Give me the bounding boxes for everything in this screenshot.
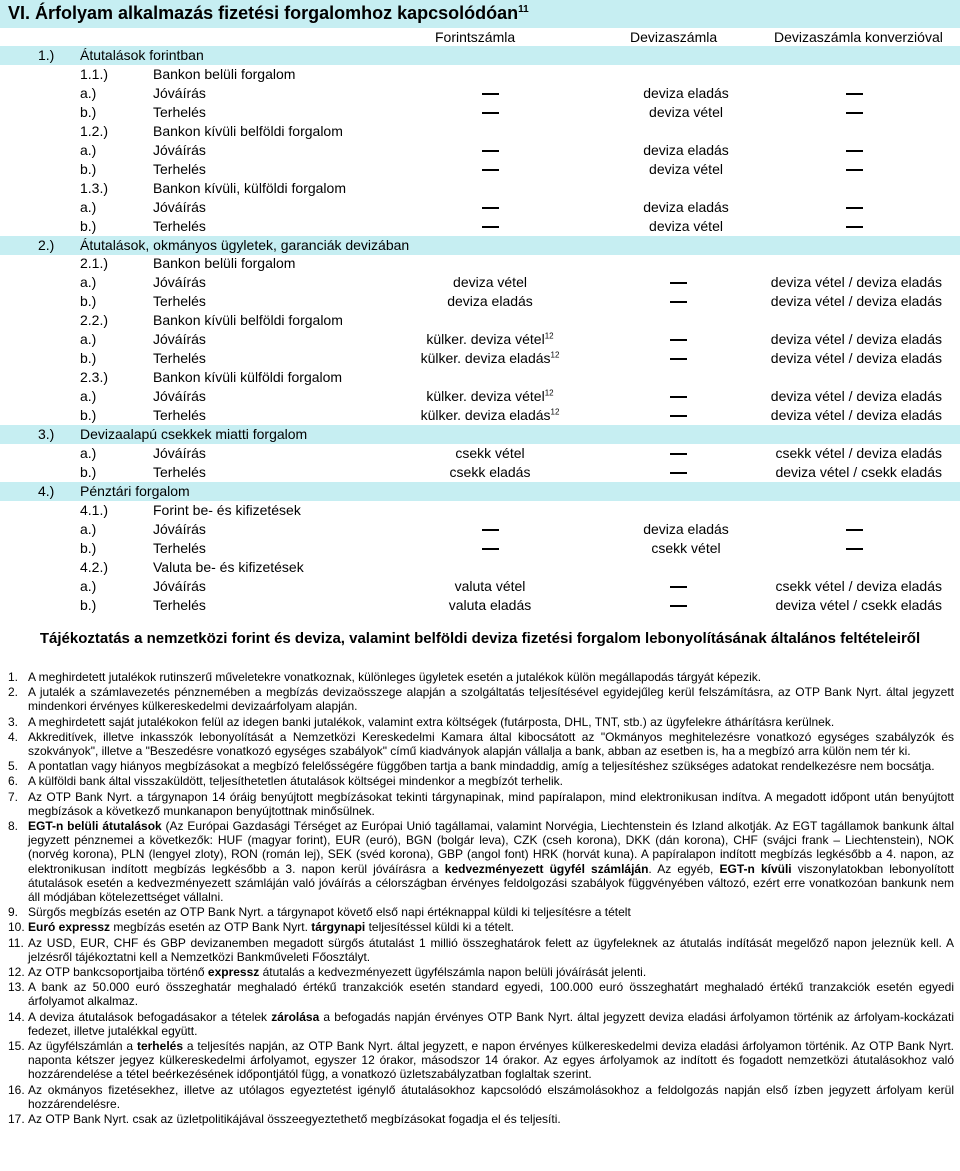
- deviza-value: deviza vétel: [649, 160, 723, 177]
- note-text: Az OTP Bank Nyrt. a tárgynapon 14 óráig benyújtott megbízásokat tekinti tárgynapinak, mind papíralapon, mind elektronikusan indítva. A megadott időpont után benyújtott megbízások a következő munkanapon benyújtottnak minősülnek.: [28, 789, 954, 818]
- konverzio-value-dash: [846, 548, 863, 550]
- konverzio-value: deviza vétel / deviza eladás: [770, 274, 942, 291]
- forint-value: külker. deviza vétel$^{12}$: [426, 331, 554, 348]
- row-number: 2.1.): [80, 255, 109, 272]
- deviza-value: deviza vétel: [649, 217, 723, 234]
- row-number: a.): [80, 520, 97, 537]
- row-number: 4.1.): [80, 501, 109, 518]
- forint-value: deviza vétel: [453, 274, 527, 291]
- list-item: [8, 790, 954, 818]
- forint-value: valuta vétel: [454, 577, 526, 594]
- list-item: [8, 715, 954, 729]
- table-row: [0, 311, 960, 330]
- deviza-value-dash: [670, 339, 687, 341]
- row-label: Jóváírás: [153, 444, 206, 461]
- note-text: Az OTP Bank Nyrt. csak az üzletpolitikájával összeegyeztethető megbízásokat fogadja el és teljesíti.: [28, 1112, 561, 1127]
- row-number: 1.): [38, 47, 55, 63]
- list-item: [8, 670, 954, 684]
- section-row: [0, 236, 960, 255]
- table-row: [0, 103, 960, 122]
- row-label: Terhelés: [153, 160, 206, 177]
- table-row: [0, 368, 960, 387]
- note-text: Az OTP bankcsoportjaiba történő expressz átutalás a kedvezményezett ügyfélszámla napon belüli jóváírását jelenti.: [28, 965, 647, 980]
- note-text: Akkreditívek, illetve inkasszók lebonyolítását a Nemzetközi Kereskedelmi Kamara által kibocsátott az "Okmányos meghitelezésre vonatkozó egységes szabályzók és szokványok", illetve a "Beszedésre vonatkozó egységes szabályok" című kiadványok alapján vállalja a bank, abban az esetben is, ha a megbízó arra külön nem tér ki.: [28, 729, 954, 759]
- row-label: Bankon kívüli, külföldi forgalom: [153, 179, 346, 196]
- note-text: A meghirdetett jutalékok rutinszerű műveletekre vonatkoznak, különleges ügyletek esetén a jutalékok külön megállapodás tárgyát képezik.: [28, 670, 762, 684]
- row-label: Jóváírás: [153, 331, 206, 348]
- row-label: Terhelés: [153, 596, 206, 613]
- row-number: 1.2.): [80, 122, 109, 139]
- note-number: 13.: [8, 980, 25, 995]
- row-number: 1.1.): [80, 65, 109, 82]
- deviza-value: csekk vétel: [651, 539, 721, 556]
- konverzio-value-dash: [846, 529, 863, 531]
- table-row: [0, 349, 960, 368]
- row-number: a.): [80, 141, 97, 158]
- row-number: a.): [80, 84, 97, 101]
- note-text: A pontatlan vagy hiányos megbízásokat a megbízó felelősségére függőben tartja a bank mindaddig, amíg a teljesítéshez szükséges adatokat rendelkezésre nem bocsátja.: [28, 759, 935, 774]
- deviza-value-dash: [670, 453, 687, 455]
- list-item: [8, 920, 954, 934]
- row-label: Bankon belüli forgalom: [153, 65, 296, 82]
- deviza-value-dash: [670, 415, 687, 417]
- forint-value: csekk vétel: [455, 444, 525, 461]
- note-number: 4.: [8, 729, 19, 744]
- row-label: Terhelés: [153, 350, 206, 367]
- row-label: Bankon kívüli külföldi forgalom: [153, 369, 343, 386]
- deviza-value: deviza eladás: [643, 198, 729, 215]
- row-label: Devizaalapú csekkek miatti forgalom: [80, 426, 308, 442]
- row-number: 2.2.): [80, 312, 109, 329]
- list-item: [8, 774, 954, 788]
- row-label: Átutalások forintban: [80, 47, 204, 63]
- table-row: [0, 577, 960, 596]
- row-number: b.): [80, 217, 97, 234]
- row-label: Jóváírás: [153, 84, 206, 101]
- table-row: [0, 217, 960, 236]
- table-row: [0, 387, 960, 406]
- row-label: Bankon kívüli belföldi forgalom: [153, 312, 343, 329]
- forint-value-dash: [482, 112, 499, 114]
- note-number: 2.: [8, 685, 19, 700]
- list-item: [8, 1112, 954, 1126]
- forint-value: deviza eladás: [447, 293, 533, 310]
- list-item: [8, 905, 954, 919]
- row-label: Pénztári forgalom: [80, 482, 190, 499]
- table-row: [0, 160, 960, 179]
- deviza-value: deviza vétel: [649, 103, 723, 120]
- konverzio-value: deviza vétel / deviza eladás: [770, 388, 942, 405]
- note-text: Az ügyfélszámlán a terhelés a teljesítés napján, az OTP Bank Nyrt. által jegyzett, e napon érvényes külkereskedelmi deviza eladási árfolyamon történik. Az OTP Bank Nyrt. naponta kétszer jegyez külkereskedelmi árfolyamot, egyszer 12 órakor, másodszor 14 órakor. Az egyes árfolyamok az indított és fogadott nemzetközi átutalásokhoz való hozzárendelése a tétel beérkezésének időpontjától függ, a vonatkozó üzletszabályzatban foglaltak szerint.: [28, 1039, 954, 1082]
- forint-value: külker. deviza vétel$^{12}$: [426, 388, 554, 405]
- table-row: [0, 444, 960, 463]
- column-header-konverzio: Devizaszámla konverzióval: [774, 29, 943, 45]
- notes-list: [8, 670, 954, 1127]
- table-row: [0, 463, 960, 482]
- konverzio-value: csekk vétel / deviza eladás: [775, 444, 942, 461]
- table-row: [0, 330, 960, 349]
- row-number: a.): [80, 331, 97, 348]
- table-row: [0, 84, 960, 103]
- konverzio-value-dash: [846, 207, 863, 209]
- note-number: 7.: [8, 789, 19, 804]
- deviza-value-dash: [670, 605, 687, 607]
- list-item: [8, 819, 954, 904]
- note-number: 3.: [8, 714, 19, 729]
- row-number: b.): [80, 539, 97, 556]
- row-label: Bankon kívüli belföldi forgalom: [153, 122, 343, 139]
- table-row: [0, 273, 960, 292]
- forint-value-dash: [482, 169, 499, 171]
- list-item: [8, 936, 954, 964]
- row-number: 3.): [38, 426, 55, 442]
- deviza-value-dash: [670, 396, 687, 398]
- row-label: Jóváírás: [153, 520, 206, 537]
- list-item: [8, 730, 954, 758]
- column-header-forint: Forintszámla: [435, 29, 516, 45]
- table-row: [0, 292, 960, 311]
- konverzio-value-dash: [846, 112, 863, 114]
- konverzio-value-dash: [846, 226, 863, 228]
- row-number: 2.3.): [80, 369, 109, 386]
- list-item: [8, 1010, 954, 1038]
- section-row: [0, 46, 960, 65]
- forint-value-dash: [482, 93, 499, 95]
- konverzio-value: deviza vétel / deviza eladás: [770, 331, 942, 348]
- table-row: [0, 501, 960, 520]
- forint-value: csekk eladás: [449, 463, 531, 480]
- row-label: Jóváírás: [153, 198, 206, 215]
- row-number: 1.3.): [80, 179, 109, 196]
- page-title: VI. Árfolyam alkalmazás fizetési forgalomhoz kapcsolódóan$^{11}$: [8, 3, 529, 23]
- row-label: Forint be- és kifizetések: [153, 501, 301, 518]
- list-item: [8, 685, 954, 713]
- row-number: b.): [80, 293, 97, 310]
- table-row: [0, 596, 960, 615]
- note-text: A külföldi bank által visszaküldött, teljesíthetetlen átutalások költségei mindenkor a megbízót terhelik.: [28, 774, 563, 789]
- row-label: Terhelés: [153, 217, 206, 234]
- row-number: a.): [80, 444, 97, 461]
- note-number: 8.: [8, 819, 19, 834]
- row-label: Terhelés: [153, 463, 206, 480]
- konverzio-value: deviza vétel / csekk eladás: [775, 463, 942, 480]
- note-text: Az okmányos fizetésekhez, illetve az utólagos egyeztetést igénylő átutalásokhoz kapcsolódó elszámolásokhoz a feldolgozás napján első ízben jegyzett árfolyam kerül hozzárendelésre.: [28, 1082, 954, 1111]
- list-item: [8, 965, 954, 979]
- forint-value-dash: [482, 226, 499, 228]
- table-row: [0, 198, 960, 217]
- row-label: Terhelés: [153, 103, 206, 120]
- row-number: 4.2.): [80, 558, 109, 575]
- konverzio-value: deviza vétel / deviza eladás: [770, 293, 942, 310]
- forint-value-dash: [482, 548, 499, 550]
- row-label: Valuta be- és kifizetések: [153, 558, 304, 575]
- list-item: [8, 759, 954, 773]
- deviza-value-dash: [670, 358, 687, 360]
- note-text: Sürgős megbízás esetén az OTP Bank Nyrt. a tárgynapot követő első napi értéknappal küldi ki teljesítésre a tételt: [28, 905, 631, 920]
- note-number: 9.: [8, 905, 19, 920]
- forint-value-dash: [482, 150, 499, 152]
- forint-value-dash: [482, 207, 499, 209]
- row-number: 4.): [38, 482, 55, 499]
- table-row: [0, 254, 960, 273]
- note-number: 10.: [8, 920, 25, 935]
- forint-value: valuta eladás: [448, 596, 532, 613]
- section-row: [0, 482, 960, 501]
- note-number: 1.: [8, 670, 19, 684]
- deviza-value: deviza eladás: [643, 520, 729, 537]
- deviza-value-dash: [670, 586, 687, 588]
- row-label: Jóváírás: [153, 577, 206, 594]
- forint-value-dash: [482, 529, 499, 531]
- column-header-deviza: Devizaszámla: [630, 29, 718, 45]
- deviza-value-dash: [670, 282, 687, 284]
- note-text: A deviza átutalások befogadásakor a tételek zárolása a befogadás napján érvényes OTP Bank Nyrt. által jegyzett deviza eladási árfolyamon történik az árfolyam-kockázati fedezet, illetve jutalékkal együtt.: [28, 1009, 954, 1038]
- note-number: 11.: [8, 935, 24, 950]
- row-number: a.): [80, 388, 97, 405]
- konverzio-value: deviza vétel / csekk eladás: [775, 596, 942, 613]
- deviza-value-dash: [670, 472, 687, 474]
- section-title: Tájékoztatás a nemzetközi forint és deviza, valamint belföldi deviza fizetési forgalom lebonyolításának általános feltételeiről: [39, 630, 921, 647]
- note-text: Az USD, EUR, CHF és GBP devizanemben megadott sürgős átutalást 1 millió összeghatárok felett az ügyfeleknek az átutalás indítását megelőző napon jeleznük kell. A jelzésről tájékoztatni kell a Nemzetközi Bankműveleti Főosztályt.: [28, 935, 954, 964]
- konverzio-value-dash: [846, 150, 863, 152]
- note-text: A jutalék a számlavezetés pénznemében a megbízás devizaösszege alapján a szolgáltatás teljesítésével egyidejűleg kerül felszámításra, az OTP Bank Nyrt. által jegyzett mindenkori érvényes külkereskedelmi devizaárfolyam alapján.: [28, 685, 954, 714]
- note-number: 5.: [8, 759, 19, 774]
- row-number: a.): [80, 198, 97, 215]
- list-item: [8, 1039, 954, 1082]
- konverzio-value: deviza vétel / deviza eladás: [770, 407, 942, 424]
- row-label: Terhelés: [153, 407, 206, 424]
- row-label: Terhelés: [153, 293, 206, 310]
- table-row: [0, 179, 960, 198]
- table-row: [0, 539, 960, 558]
- table-row: [0, 122, 960, 141]
- table-row: [0, 558, 960, 577]
- row-number: b.): [80, 596, 97, 613]
- forint-value: külker. deviza eladás$^{12}$: [420, 350, 560, 367]
- list-item: [8, 1083, 954, 1111]
- note-number: 15.: [8, 1039, 25, 1054]
- konverzio-value-dash: [846, 93, 863, 95]
- forint-value: külker. deviza eladás$^{12}$: [420, 407, 560, 424]
- row-label: Jóváírás: [153, 141, 206, 158]
- list-item: [8, 980, 954, 1008]
- konverzio-value: csekk vétel / deviza eladás: [775, 577, 942, 594]
- deviza-value: deviza eladás: [643, 84, 729, 101]
- row-label: Jóváírás: [153, 388, 206, 405]
- note-text: EGT-n belüli átutalások (Az Európai Gazdasági Térséget az Európai Unió tagállamai, valamint Norvégia, Liechtenstein és Izland alkotják. Az EGT tagállamok bankunk által jegyzett pénznemei a következők: HUF (magyar forint), EUR (euró), BGN (bolgár leva), CZK (cseh korona), DKK (dán korona), CHF (svájci frank – Liechtenstein), NOK (norvég korona), PLN (lengyel zloty), RON (román lej), SEK (svéd korona), GBP (angol font) HRK (horvát kuna). A papíralapon indított megbízás legkésőbb a 4. napon, az elektronikusan indított megbízás legkésőbb a 3. napon kerül jóváírásra a kedvezményezett ügyfél számláján. Az egyéb, EGT-n kívüli viszonylatokban lebonyolított átutalások esetén a kedvezményezett számláján való jóváírás a célországban érvényes feldolgozási szabályok függvényében változó, ezért erre vonatkozóan bankunk nem áll módjában kötelezettséget vállalni.: [28, 819, 954, 905]
- note-number: 14.: [8, 1009, 25, 1024]
- note-text: Euró expressz megbízás esetén az OTP Bank Nyrt. tárgynapi teljesítéssel küldi ki a tételt.: [28, 920, 514, 935]
- table-row: [0, 406, 960, 425]
- note-text: A bank az 50.000 euró összeghatár meghaladó értékű tranzakciók esetén standard egyedi, 100.000 euró összeghatárt meghaladó értékű tranzakciók esetén egyedi árfolyamot alkalmaz.: [28, 980, 954, 1009]
- row-label: Terhelés: [153, 539, 206, 556]
- row-number: a.): [80, 577, 97, 594]
- note-number: 6.: [8, 774, 19, 789]
- konverzio-value: deviza vétel / deviza eladás: [770, 350, 942, 367]
- note-number: 17.: [8, 1112, 25, 1127]
- deviza-value-dash: [670, 301, 687, 303]
- konverzio-value-dash: [846, 169, 863, 171]
- table-row: [0, 520, 960, 539]
- table-row: [0, 65, 960, 84]
- note-number: 12.: [8, 965, 25, 980]
- row-number: 2.): [38, 236, 55, 253]
- note-text: A meghirdetett saját jutalékokon felül az idegen banki jutalékok, valamint extra költségek (futárposta, DHL, TNT, stb.) az ügyfelekre áthárításra kerülnek.: [28, 714, 835, 729]
- note-number: 16.: [8, 1082, 25, 1097]
- row-number: b.): [80, 103, 97, 120]
- row-label: Bankon belüli forgalom: [153, 255, 296, 272]
- row-label: Jóváírás: [153, 274, 206, 291]
- row-number: a.): [80, 274, 97, 291]
- row-number: b.): [80, 463, 97, 480]
- row-label: Átutalások, okmányos ügyletek, garanciák devizában: [80, 236, 410, 253]
- row-number: b.): [80, 160, 97, 177]
- row-number: b.): [80, 350, 97, 367]
- section-row: [0, 425, 960, 444]
- deviza-value: deviza eladás: [643, 141, 729, 158]
- table-row: [0, 141, 960, 160]
- row-number: b.): [80, 407, 97, 424]
